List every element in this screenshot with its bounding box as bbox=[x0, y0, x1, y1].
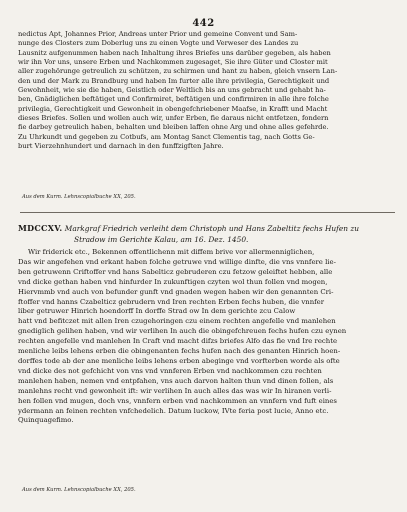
text-line: nunge des Closters zum Doberlug uns zu einen Vogte und Verweser des Landes zu bbox=[18, 39, 299, 48]
text-line: hen follen vnd mugen, doch vns, vnnfern erben vnd nachkommen an vnnfern vnd fuft eines bbox=[18, 396, 337, 405]
text-line: privilegia, Gerechtigkeit und Gewonheit in obengefchriebener Maafse, in Krafft und Macht bbox=[18, 104, 328, 113]
text-line: dorffes tode ab der ane menliche leibs lehens erben abeginge vnd vorfterben worde als ofte bbox=[18, 356, 340, 365]
text-line: wir ihn Vor uns, unsere Erben und Nachkommen zugesaget, Sie ihre Güter und Closter mit bbox=[18, 58, 328, 67]
document-title-line-2: Stradow im Gerichte Kalau, am 16. Dez. 1450. bbox=[74, 234, 249, 244]
text-line: Lausnitz aufgenummen haben nach Inhaltung ihres Briefes uns darüber gegeben, als haben bbox=[18, 48, 331, 57]
text-line: vnd dicke des not gefchicht von vns vnd vnnferen Erben vnd nachkommen czu rechten bbox=[18, 366, 322, 375]
text-line: manlehns recht vnd gewonheit ift: wir verlihen In auch alles das was wir In hiranen verli- bbox=[18, 386, 332, 395]
text-line: aller zugehörunge getreulich zu schützen, zu schirmen und hant zu haben, gleich vnsern Lan- bbox=[18, 67, 338, 76]
source-citation: Aus dem Kurm. Lehnscopialbuche XX, 205. bbox=[22, 487, 136, 493]
text-line: hatt vnd befitczet mit allen Iren czugehoringen czu einem rechten angefelle vnd manlehen bbox=[18, 317, 336, 326]
text-line: Hiervmmb vnd auch von befunder gunft vnd gnaden wegen haben wir den genannten Cri- bbox=[18, 287, 334, 296]
text-line: ftoffer vnd hanns Czabelticz gebrudern vnd Iren rechten Erben fechs huben, die vnnfer bbox=[18, 297, 325, 306]
text-line: Zu Uhrkundt und gegeben zu Cotbufs, am Montag Sanct Clementis tag, nach Gotts Ge- bbox=[18, 132, 315, 141]
charter-text bbox=[18, 248, 397, 426]
text-line: gnediglich gelihen haben, vnd wir verlihen In auch die obingefchreuen fechs hufen czu eynen bbox=[18, 327, 347, 336]
text-line: den und der Mark zu Brandburg und haben Im furter alle ihre privilegia, Gerechtigkeit und bbox=[18, 76, 330, 85]
document-heading bbox=[18, 223, 397, 245]
text-line: dieses Briefes. Sollen und wollen auch wir, unfer Erben, fie daraus nicht entfetzen, fondern bbox=[18, 114, 329, 123]
text-line: Wir friderick etc., Bekennen offentlichenn mit diffem brive vor allermenniglichen, bbox=[28, 248, 315, 256]
document-title-line-1: Markgraf Friedrich verleiht dem Christoph und Hans Zabeltitz fechs Hufen zu bbox=[64, 224, 360, 233]
text-line: Gewohnheit, wie sie die haben, Geistlich oder Weltlich bis an uns gebracht und gehabt ha- bbox=[18, 86, 326, 95]
page-number: 442 bbox=[192, 18, 215, 29]
document-number: MDCCXV. bbox=[18, 223, 63, 233]
continued-charter-text bbox=[18, 30, 397, 151]
text-line: fie darbey getreulich haben, behalten und bleiben laffen ohne Arg und ohne alles gefehrde. bbox=[18, 123, 329, 132]
text-line: rechten angefelle vnd manlehen In Craft vnd macht difzs briefes Alfo das fie vnd Ire rechte bbox=[18, 337, 338, 346]
text-line: Das wir angefehen vnd erkant haben folche getruwe vnd willige dinfte, die vns vnnfere lie- bbox=[18, 257, 336, 266]
text-line: liber getruwer Hinrich hoendorff In dorffe Strad ow In dem gerichte zcu Calow bbox=[18, 307, 296, 316]
section-divider bbox=[20, 212, 395, 213]
text-line: ben, Gnädiglichen beftätiget und Confirmiret, beftätigen und confirmiren in alle ihre folche bbox=[18, 95, 329, 104]
text-line: burt Vierzehnhundert und darnach in den funffzigften Jahre. bbox=[18, 142, 224, 151]
text-line: menliche leibs lehens erben die obingenanten fechs hufen nach des genanten Hinrich hoen- bbox=[18, 347, 341, 356]
text-line: manlehen haben, nemen vnd entpfahen, vns auch darvon halten thun vnd dinen follen, als bbox=[18, 376, 334, 385]
text-line: nedictus Apt, Johannes Prior, Andreas unter Prior und gemeine Convent und Sam- bbox=[18, 30, 298, 38]
source-citation: Aus dem Kurm. Lehnscopialbuche XX, 205. bbox=[22, 194, 136, 200]
text-line: ben getruwenn Criftoffer vnd hans Sabelticz gebruderen czu fetzow geleiftet hebben, alle bbox=[18, 267, 333, 276]
text-line: vnd dicke gethan haben vnd hinfurder In zukunftigen czyten wol thun follen vnd mogen, bbox=[18, 277, 328, 286]
text-line: ydermann an feinen rechten vnfchedelich. Datum luckow, IVte feria post lucie, Anno etc. bbox=[18, 406, 329, 415]
text-line: Quinquagefimo. bbox=[18, 416, 74, 425]
